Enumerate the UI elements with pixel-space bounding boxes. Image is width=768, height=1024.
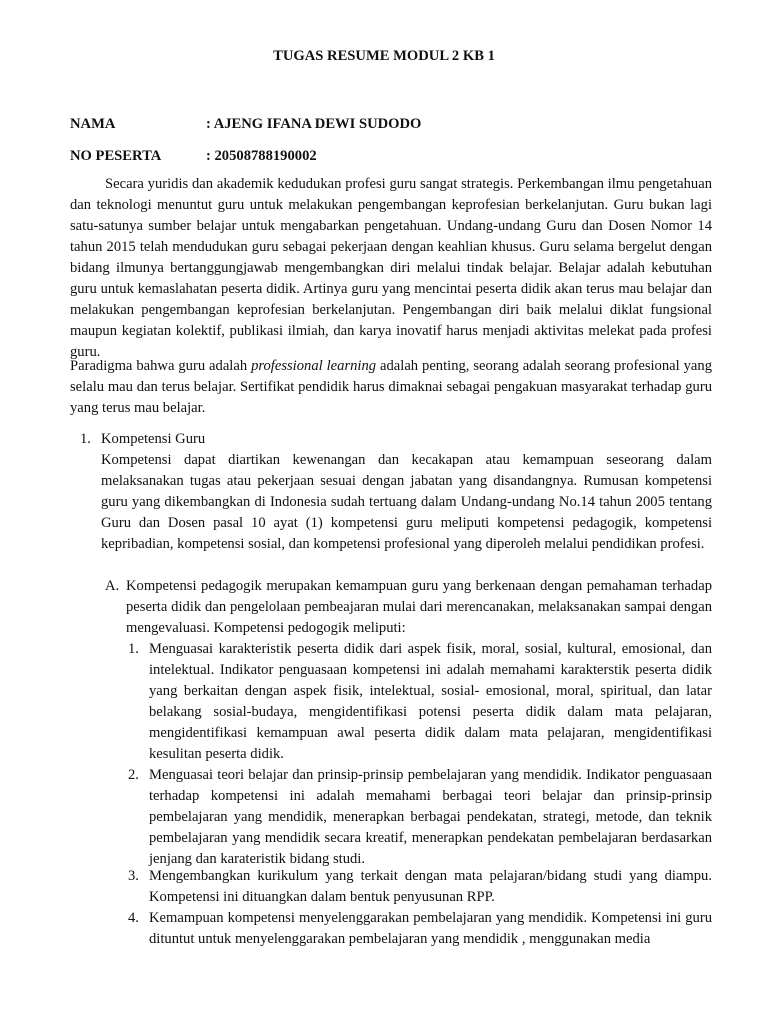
intro-paragraph: Secara yuridis dan akademik kedudukan profesi guru sangat strategis. Perkembangan ilmu pengetahuan dan teknologi menuntut guru untuk melakukan pengembangan keprofesian berkelanjutan. Guru bukan lagi satu-satunya sumber belajar untuk mengabarkan pengetahuan. Undang-undang Guru dan Dosen Nomor 14 tahun 2015 telah mendudukan guru sebagai pekerjaan dengan keahlian khusus. Guru selama bergelut dengan bidang ilmunya bertanggungjawab mengembangkan diri melalui tindak belajar. Belajar adalah kebutuhan guru untuk kemaslahatan peserta didik. Artinya guru yang mencintai peserta didik akan terus mau belajar dan melakukan pengembangan keprofesian berkelanjutan. Pengembangan diri baik melalui diklat fungsional maupun kegiatan kolektif, publikasi ilmiah, dan karya inovatif harus menjadi aktivitas melekat pada profesi guru.: [70, 176, 712, 360]
name-value: : AJENG IFANA DEWI SUDODO: [206, 116, 422, 132]
paradigm-text-end: adalah penting, seorang adalah seorang profesional yang selalu mau dan terus belajar. Sertifikat pendidik harus dimaknai sebagai pengakuan masyarakat terhadap guru yang terus mau belajar.: [70, 358, 712, 416]
list-item-number: 3.: [128, 868, 139, 884]
section-1-number: 1.: [80, 431, 91, 447]
participant-number-row: [70, 146, 317, 167]
section-1-heading: Kompetensi Guru: [101, 431, 206, 447]
section-1-text: Kompetensi dapat diartikan kewenangan dan kecakapan atau kemampuan seseorang dalam melaksanakan tugas atau pekerjaan sesuai dengan jabatan yang disandangnya. Rumusan kompetensi guru yang dikembangkan di Indonesia sudah tertuang dalam Undang-undang No.14 tahun 2005 tentang Guru dan Dosen pasal 10 ayat (1) kompetensi guru meliputi kompetensi pedagogik, kompetensi kepribadian, kompetensi sosial, dan kompetensi profesional yang diperoleh melalui pendidikan profesi.: [101, 452, 712, 552]
subsection-a-letter: A.: [105, 578, 120, 594]
participant-number-label: NO PESERTA: [70, 148, 162, 164]
list-item-number: 1.: [128, 641, 139, 657]
list-item-text: Mengembangkan kurikulum yang terkait dengan mata pelajaran/bidang studi yang diampu. Kompetensi ini dituangkan dalam bentuk penyusunan RPP.: [149, 868, 712, 905]
list-item-text: Kemampuan kompetensi menyelenggarakan pembelajaran yang mendidik. Kompetensi ini guru dituntut untuk menyelenggarakan pembelajaran yang mendidik , menggunakan media: [149, 910, 712, 947]
participant-number-value: : 20508788190002: [206, 148, 317, 164]
name-label: NAMA: [70, 116, 116, 132]
subsection-a-text: Kompetensi pedagogik merupakan kemampuan guru yang berkenaan dengan pemahaman terhadap peserta didik dan pengelolaan pembeajaran mulai dari merencanakan, melaksanakan sampai dengan mengevaluasi. Kompetensi pedogogik meliputi:: [126, 578, 712, 636]
list-item-text: Menguasai karakteristik peserta didik dari aspek fisik, moral, sosial, kultural, emosional, dan intelektual. Indikator penguasaan kompetensi ini adalah memahami karakterstik peserta didik yang berkaitan dengan aspek fisik, intelektual, sosial- emosional, moral, spiritual, dan latar belakang sosial-budaya, mengidentifikasi potensi peserta didik dalam mata pelajaran, mengidentifikasi kemampuan awal peserta didik dalam mata pelajaran, mengidentifikasi kesulitan peserta didik.: [149, 641, 712, 762]
list-item-text: Menguasai teori belajar dan prinsip-prinsip pembelajaran yang mendidik. Indikator penguasaan terhadap kompetensi ini adalah memahami berbagai teori belajar dan prinsip-prinsip pembelajaran yang mendidik, menerapkan berbagai pendekatan, strategi, metode, dan teknik pembelajaran yang mendidik secara kreatif, menerapkan pendekatan pembelajaran berdasarkan jenjang dan karateristik bidang studi.: [149, 767, 712, 867]
list-item-number: 2.: [128, 767, 139, 783]
name-row: [70, 114, 421, 135]
list-item-number: 4.: [128, 910, 139, 926]
page-title: TUGAS RESUME MODUL 2 KB 1: [273, 48, 495, 64]
paradigm-italic-term: professional learning: [251, 358, 377, 374]
paradigm-text-start: Paradigma bahwa guru adalah: [70, 358, 252, 374]
paradigm-paragraph: [70, 356, 712, 419]
